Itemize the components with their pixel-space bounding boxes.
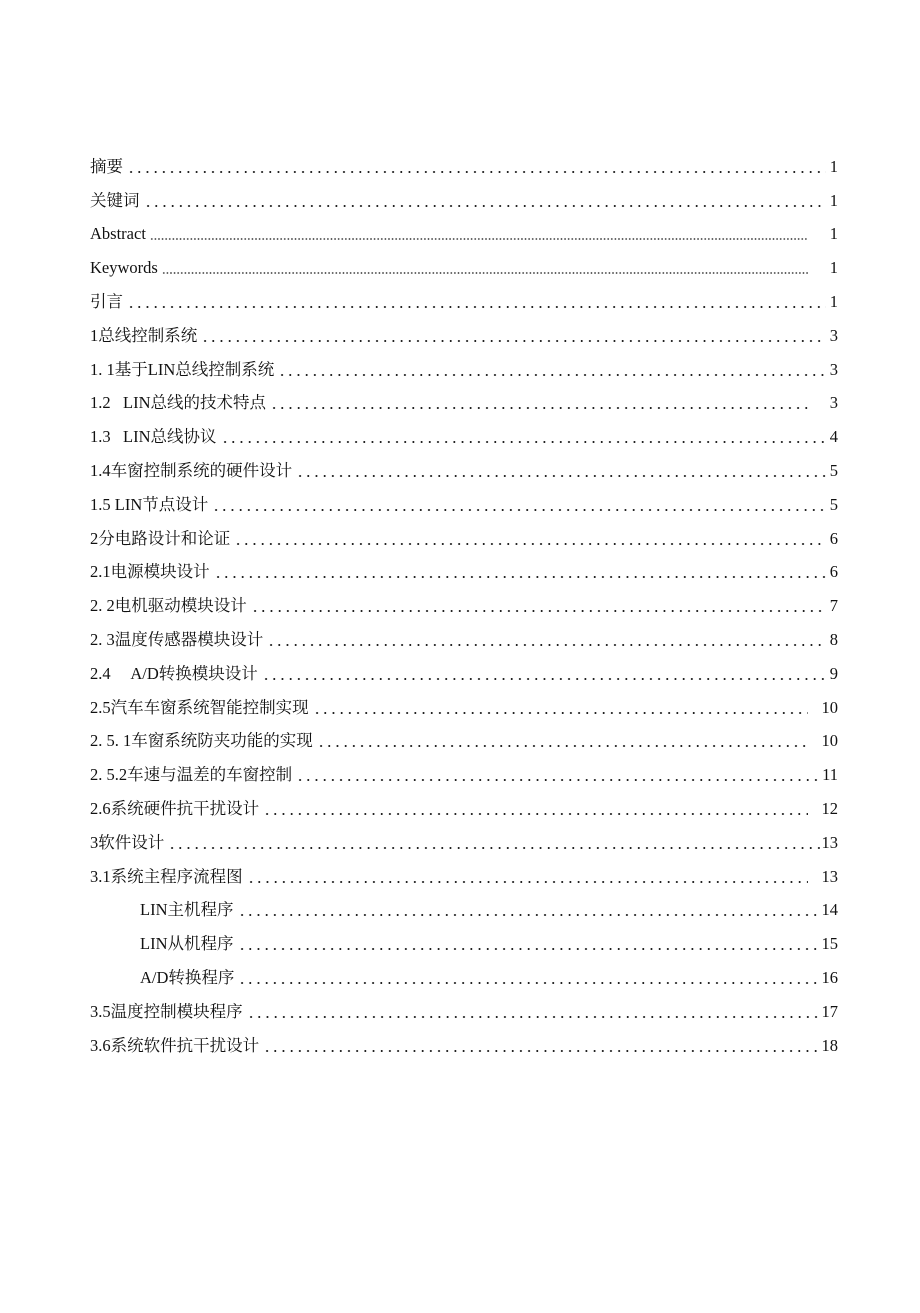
dot-leader [234, 529, 826, 549]
toc-entry-page: 1 [826, 292, 838, 312]
dot-leader [247, 867, 808, 887]
toc-entry-title: 摘要 [90, 157, 127, 177]
toc-entry-chapter-2[interactable] [90, 522, 838, 556]
toc-entry-title: 2. 5.2车速与温差的车窗控制 [90, 765, 296, 785]
dot-leader [313, 698, 808, 718]
toc-entry-chapter-3[interactable] [90, 826, 838, 860]
toc-entry-section-1-5[interactable] [90, 488, 838, 522]
dot-leader [168, 833, 819, 853]
toc-entry-title: 2. 5. 1车窗系统防夹功能的实现 [90, 731, 317, 751]
toc-entry-title: 1总线控制系统 [90, 326, 201, 346]
table-of-contents [90, 150, 838, 1063]
toc-entry-page: 3 [808, 393, 838, 413]
toc-entry-section-2-4[interactable] [90, 657, 838, 691]
dot-leader [201, 326, 826, 346]
toc-entry-introduction[interactable] [90, 285, 838, 319]
toc-entry-page: 1 [808, 224, 838, 244]
toc-entry-chapter-1[interactable] [90, 319, 838, 353]
toc-entry-title: 引言 [90, 292, 127, 312]
dot-leader [270, 393, 808, 413]
toc-entry-page: 3 [826, 360, 838, 380]
toc-entry-page: 5 [826, 495, 838, 515]
toc-entry-keywords-cn[interactable] [90, 184, 838, 218]
toc-entry-page: 1 [826, 191, 838, 211]
toc-entry-section-2-5-2[interactable] [90, 758, 838, 792]
toc-entry-page: 5 [826, 461, 838, 481]
toc-entry-title: 2. 3温度传感器模块设计 [90, 630, 267, 650]
toc-entry-title: 3软件设计 [90, 833, 168, 853]
toc-entry-section-3-5[interactable] [90, 995, 838, 1029]
dot-leader [221, 427, 827, 447]
toc-entry-page: 13 [808, 867, 838, 887]
toc-entry-abstract-en[interactable] [90, 218, 838, 252]
dot-leader [296, 461, 826, 481]
toc-entry-title: 关键词 [90, 191, 144, 211]
toc-entry-section-2-1[interactable] [90, 556, 838, 590]
dot-leader [238, 934, 820, 954]
toc-entry-page: 1 [808, 258, 838, 278]
dot-leader [296, 765, 820, 785]
toc-entry-lin-slave[interactable] [90, 927, 838, 961]
dot-leader [247, 1002, 820, 1022]
toc-entry-section-2-5[interactable] [90, 691, 838, 725]
toc-entry-title: 2.6系统硬件抗干扰设计 [90, 799, 263, 819]
toc-entry-section-2-2[interactable] [90, 589, 838, 623]
toc-entry-title: Keywords [90, 258, 162, 278]
toc-entry-title: 2.5汽车车窗系统智能控制实现 [90, 698, 313, 718]
dot-leader [263, 1036, 819, 1056]
toc-entry-section-2-3[interactable] [90, 623, 838, 657]
dot-leader [278, 360, 826, 380]
toc-entry-title: 3.5温度控制模块程序 [90, 1002, 247, 1022]
dot-leader [238, 968, 819, 988]
toc-entry-page: 9 [826, 664, 838, 684]
toc-entry-page: 10 [808, 698, 838, 718]
toc-entry-page: 12 [808, 799, 838, 819]
toc-entry-page: 7 [826, 596, 838, 616]
toc-entry-title: 1.3 LIN总线协议 [90, 427, 221, 447]
toc-entry-page: 4 [826, 427, 838, 447]
toc-entry-title: 3.6系统软件抗干扰设计 [90, 1036, 263, 1056]
toc-entry-section-3-1[interactable] [90, 860, 838, 894]
toc-entry-keywords-en[interactable] [90, 251, 838, 285]
toc-entry-lin-master[interactable] [90, 894, 838, 928]
toc-entry-title: 1.2 LIN总线的技术特点 [90, 393, 270, 413]
dot-leader [317, 731, 808, 751]
toc-entry-title: 2.4 A/D转换模块设计 [90, 664, 262, 684]
toc-entry-page: 6 [826, 529, 838, 549]
toc-entry-page: 11 [822, 765, 838, 785]
dot-leader [127, 157, 826, 177]
toc-entry-page: 18 [821, 1035, 838, 1055]
toc-entry-title: 2分电路设计和论证 [90, 529, 234, 549]
dot-leader [212, 495, 826, 515]
toc-entry-page: 3 [826, 326, 838, 346]
toc-entry-section-3-6[interactable] [90, 1029, 838, 1063]
dot-leader [144, 191, 827, 211]
toc-entry-page: 8 [826, 630, 838, 650]
toc-entry-page: 1 [826, 157, 838, 177]
toc-entry-title: 2. 2电机驱动模块设计 [90, 596, 251, 616]
toc-entry-section-1-3[interactable] [90, 420, 838, 454]
toc-entry-page: 16 [821, 968, 838, 988]
dot-leader [162, 258, 808, 278]
toc-entry-title: A/D转换程序 [140, 968, 238, 988]
dot-leader [214, 562, 826, 582]
toc-entry-section-1-4[interactable] [90, 454, 838, 488]
dot-leader [267, 630, 826, 650]
toc-entry-title: 2.1电源模块设计 [90, 562, 214, 582]
toc-entry-ad-conversion[interactable] [90, 961, 838, 995]
toc-entry-title: LIN从机程序 [140, 934, 238, 954]
dot-leader [150, 224, 808, 244]
toc-entry-page: 10 [808, 731, 838, 751]
toc-entry-abstract-cn[interactable] [90, 150, 838, 184]
toc-entry-page: 13 [821, 832, 838, 852]
toc-entry-title: 1. 1基于LIN总线控制系统 [90, 360, 278, 380]
toc-entry-page: 6 [826, 562, 838, 582]
toc-entry-section-1-2[interactable] [90, 387, 838, 421]
toc-entry-title: Abstract [90, 224, 150, 244]
dot-leader [251, 596, 826, 616]
toc-entry-page: 14 [821, 900, 838, 920]
toc-entry-page: 17 [821, 1001, 838, 1021]
toc-entry-section-2-6[interactable] [90, 792, 838, 826]
toc-entry-title: LIN主机程序 [140, 900, 238, 920]
dot-leader [127, 292, 826, 312]
dot-leader [262, 664, 826, 684]
toc-entry-section-1-1[interactable] [90, 353, 838, 387]
dot-leader [238, 900, 820, 920]
dot-leader [263, 799, 808, 819]
toc-entry-page: 15 [821, 934, 838, 954]
toc-entry-title: 1.5 LIN节点设计 [90, 495, 212, 515]
toc-entry-title: 3.1系统主程序流程图 [90, 867, 247, 887]
toc-entry-section-2-5-1[interactable] [90, 725, 838, 759]
toc-entry-title: 1.4车窗控制系统的硬件设计 [90, 461, 296, 481]
